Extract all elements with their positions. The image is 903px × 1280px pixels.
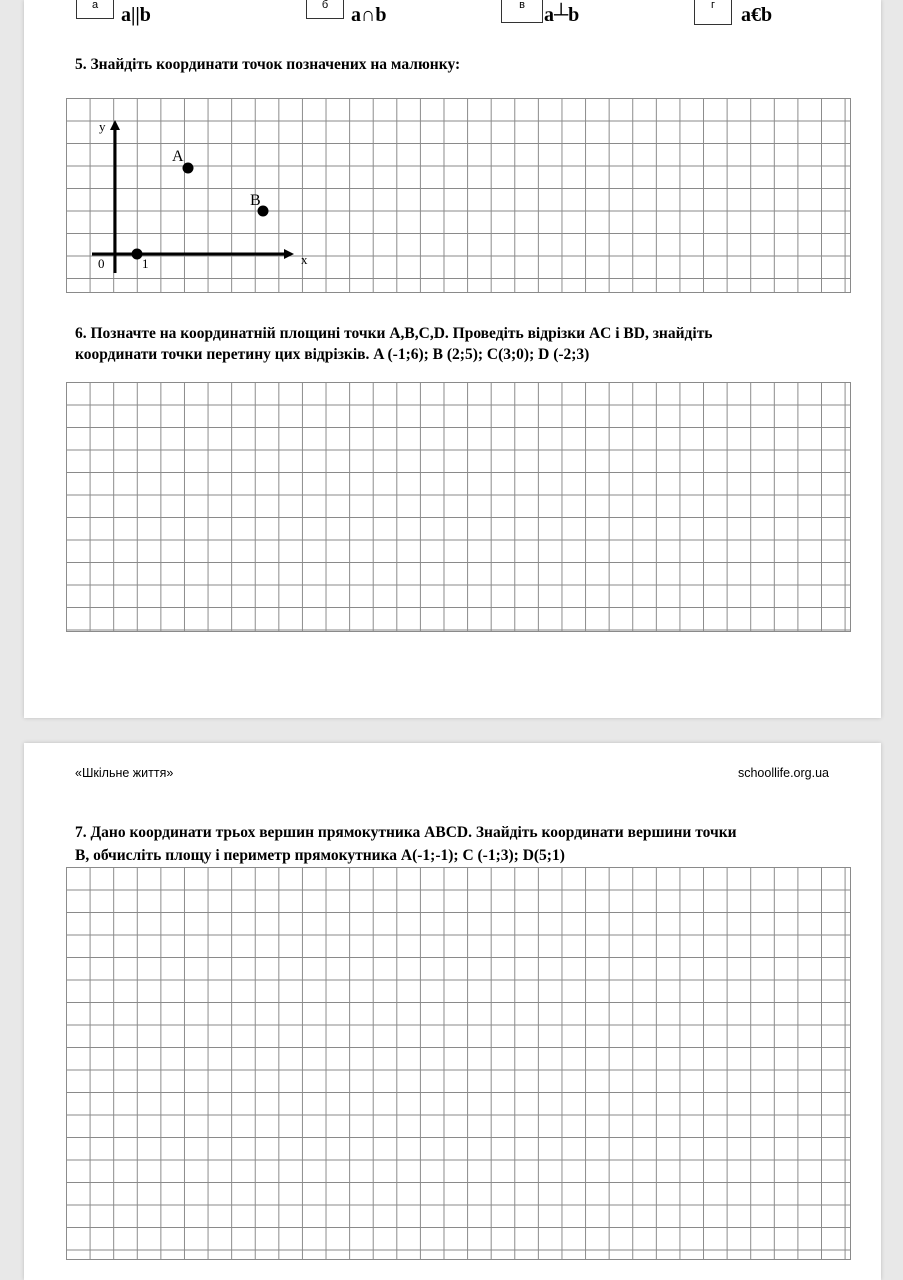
option-b-expression: a∩b [351,4,387,26]
option-a-expression: a||b [121,4,151,26]
point-b-label: B [250,192,261,209]
option-v-letter: в [519,0,525,11]
y-axis-label: y [99,119,106,134]
question-7-line-1: 7. Дано координати трьох вершин прямокутника ABCD. Знайдіть координати вершини точки [75,824,737,841]
option-b-letter: б [321,0,329,11]
worksheet-page-2 [24,743,881,1280]
question-6-line-1: 6. Позначте на координатній площині точки A,B,C,D. Проведіть відрізки AC і BD, знайдіть [75,325,713,342]
question-6-line-2: координати точки перетину цих відрізків. A (-1;6); B (2;5); C(3;0); D (-2;3) [75,346,590,363]
question-7-grid[interactable] [66,867,851,1260]
question-6-grid[interactable] [66,382,851,632]
option-g-letter: г [710,0,715,11]
option-v-box[interactable] [501,0,543,23]
origin-label: 0 [98,256,105,271]
x-axis-label: x [301,252,308,267]
question-5-text: 5. Знайдіть координати точок позначених на малюнку: [75,56,461,73]
x-axis-arrow [284,249,294,259]
unit-point [132,249,143,260]
question-7-line-2: B, обчисліть площу і периметр прямокутника A(-1;-1); C (-1;3); D(5;1) [75,847,565,864]
option-v-expression: a┴b [544,4,580,26]
point-a-label: A [172,148,184,165]
worksheet-page-1 [24,0,881,718]
option-a-letter: а [91,0,99,11]
point-a [183,163,194,174]
question-5-diagram [66,98,851,293]
header-left: «Шкільне життя» [75,766,174,780]
option-a-box[interactable] [76,0,114,19]
header-right: schoollife.org.ua [737,766,829,780]
option-g-expression: a€b [741,4,773,26]
option-g-box[interactable] [694,0,732,25]
y-axis-arrow [110,120,120,130]
option-b-box[interactable] [306,0,344,19]
unit-label: 1 [142,256,149,271]
